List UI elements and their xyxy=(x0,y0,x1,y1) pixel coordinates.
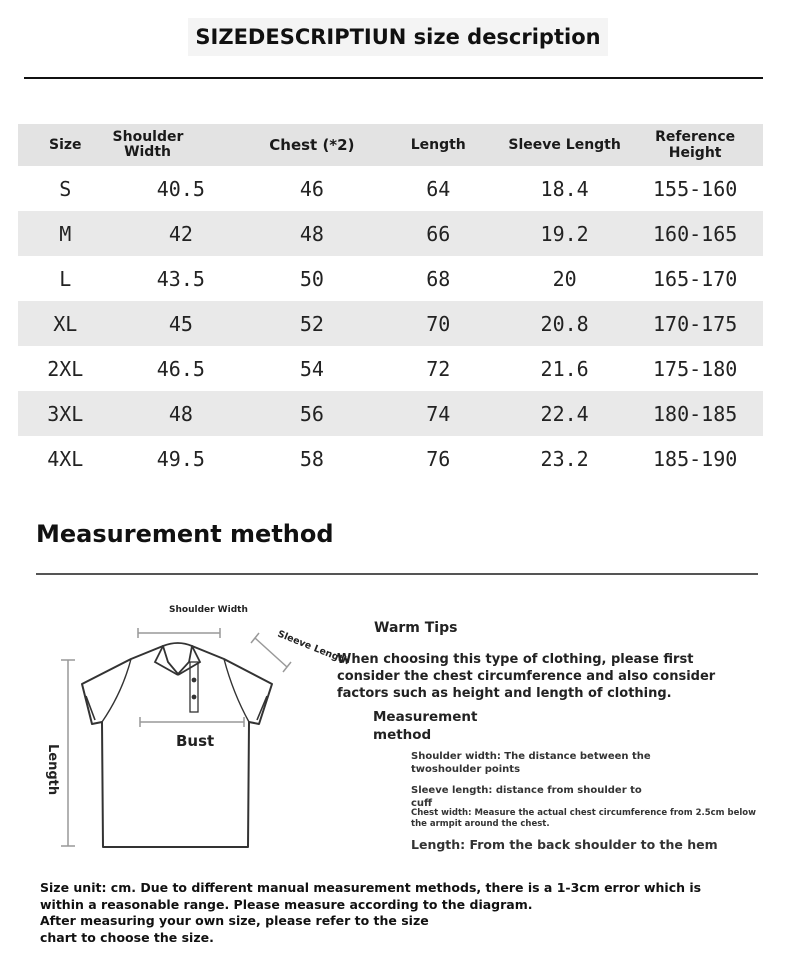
cell-height: 175-180 xyxy=(627,346,763,391)
cell-shoulder: 42 xyxy=(113,211,250,256)
cell-sleeve: 20.8 xyxy=(502,301,627,346)
header-length: Length xyxy=(375,124,502,166)
cell-shoulder: 40.5 xyxy=(113,166,250,211)
cell-length: 64 xyxy=(375,166,502,211)
cell-size: XL xyxy=(18,301,113,346)
cell-shoulder: 48 xyxy=(113,391,250,436)
sleeve-length-definition: Sleeve length: distance from shoulder to cuff xyxy=(411,785,642,809)
table-row xyxy=(18,436,763,481)
cell-height: 155-160 xyxy=(627,166,763,211)
cell-size: 2XL xyxy=(18,346,113,391)
cell-sleeve: 22.4 xyxy=(502,391,627,436)
cell-chest: 54 xyxy=(249,346,374,391)
size-table xyxy=(18,124,763,481)
bust-label: Bust xyxy=(176,732,215,750)
button xyxy=(192,695,197,700)
cell-height: 170-175 xyxy=(627,301,763,346)
length-definition: Length: From the back shoulder to the hem xyxy=(411,837,718,852)
header-size: Size xyxy=(18,124,113,166)
cell-sleeve: 19.2 xyxy=(502,211,627,256)
size-chart-note: After measuring your own size, please refer to the size chart to choose the size. xyxy=(40,913,429,945)
cell-shoulder: 49.5 xyxy=(113,436,250,481)
cell-length: 66 xyxy=(375,211,502,256)
cell-shoulder: 43.5 xyxy=(113,256,250,301)
header-chest: Chest (*2) xyxy=(249,124,374,166)
sleeve-length-label: Sleeve Length xyxy=(275,628,351,668)
header-shoulder-width xyxy=(113,124,250,166)
header-shoulder-width-text: Shoulder Width xyxy=(112,129,184,160)
cell-height: 185-190 xyxy=(627,436,763,481)
cell-chest: 50 xyxy=(249,256,374,301)
cell-height: 165-170 xyxy=(627,256,763,301)
table-row xyxy=(18,301,763,346)
cell-size: 3XL xyxy=(18,391,113,436)
length-label: Length xyxy=(45,744,60,796)
shoulder-width-label: Shoulder Width xyxy=(169,605,248,615)
shoulder-width-definition: Shoulder width: The distance between the twoshoulder points xyxy=(411,751,651,775)
sleeve-length-line xyxy=(255,638,287,667)
table-row xyxy=(18,211,763,256)
cell-chest: 58 xyxy=(249,436,374,481)
cell-chest: 48 xyxy=(249,211,374,256)
table-row xyxy=(18,256,763,301)
cell-height: 180-185 xyxy=(627,391,763,436)
cell-size: M xyxy=(18,211,113,256)
button xyxy=(192,678,197,683)
cell-length: 68 xyxy=(375,256,502,301)
cell-shoulder: 45 xyxy=(113,301,250,346)
cell-length: 72 xyxy=(375,346,502,391)
chest-width-definition: Chest width: Measure the actual chest circumference from 2.5cm below the armpit around the chest. xyxy=(411,808,756,829)
cell-height: 160-165 xyxy=(627,211,763,256)
table-row xyxy=(18,166,763,211)
measurement-method-subheading: Measurement method xyxy=(373,709,478,743)
cell-length: 70 xyxy=(375,301,502,346)
header-reference-height: Reference Height xyxy=(627,124,763,166)
cell-chest: 46 xyxy=(249,166,374,211)
cell-chest: 52 xyxy=(249,301,374,346)
warm-tips-text: When choosing this type of clothing, please first consider the chest circumference and also consider factors such as height and length of clothing. xyxy=(337,652,716,701)
cell-sleeve: 20 xyxy=(502,256,627,301)
size-unit-note: Size unit: cm. Due to different manual measurement methods, there is a 1-3cm error which is within a reasonable range. Please measure according to the diagram. xyxy=(40,880,702,912)
measurement-method-heading: Measurement method xyxy=(36,520,334,548)
header-sleeve-length: Sleeve Length xyxy=(502,124,627,166)
table-row xyxy=(18,391,763,436)
cell-shoulder: 46.5 xyxy=(113,346,250,391)
cell-length: 76 xyxy=(375,436,502,481)
warm-tips-heading: Warm Tips xyxy=(374,620,458,636)
cell-size: L xyxy=(18,256,113,301)
cell-sleeve: 23.2 xyxy=(502,436,627,481)
cell-sleeve: 21.6 xyxy=(502,346,627,391)
cell-sleeve: 18.4 xyxy=(502,166,627,211)
cell-length: 74 xyxy=(375,391,502,436)
cell-chest: 56 xyxy=(249,391,374,436)
polo-shirt-diagram xyxy=(30,598,351,858)
table-row xyxy=(18,346,763,391)
section-divider xyxy=(36,573,758,575)
table-header-row xyxy=(18,124,763,166)
cell-size: 4XL xyxy=(18,436,113,481)
title-divider xyxy=(24,77,763,79)
page-title: SIZEDESCRIPTIUN size description xyxy=(188,18,608,56)
cell-size: S xyxy=(18,166,113,211)
